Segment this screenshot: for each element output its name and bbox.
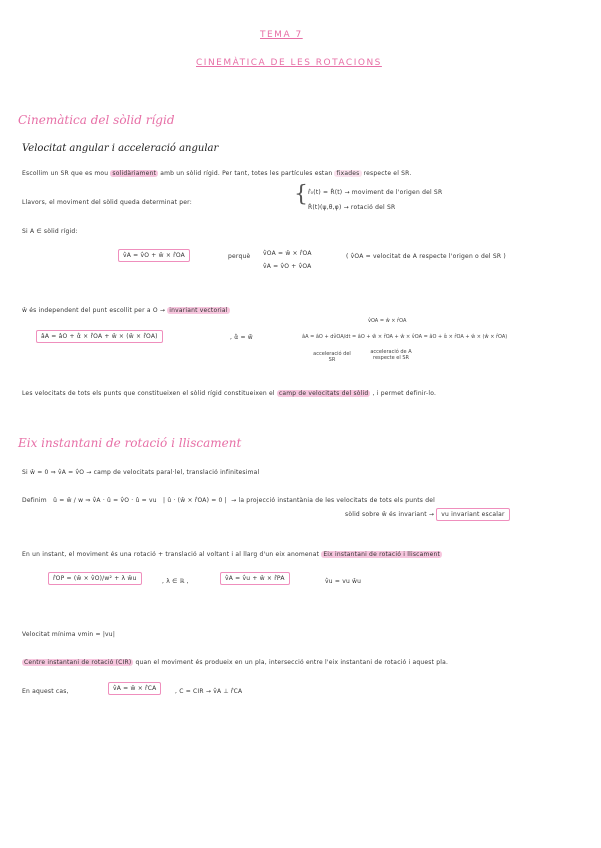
s2-line1: Si ŵ = 0 ⇒ v̂A = v̂O → camp de velocitats paral·lel, translació infinitesimal — [22, 469, 260, 476]
cir-line: Centre instantani de rotació (CIR) quan el moviment és produeix en un pla, intersecció entre l'eix instantani de rotació i aquest pla. — [24, 659, 449, 666]
highlight-eix-instantani: Eix instantani de rotació i lliscament — [323, 551, 441, 558]
cir-relation: , C = CIR → v̂A ⊥ r̂CA — [175, 688, 243, 695]
page-title: CINEMÀTICA DE LES ROTACIONS — [196, 58, 382, 68]
vu-def: v̂u = vu ŵu — [325, 578, 362, 585]
line3: Si A ∈ sòlid rígid: — [22, 228, 78, 235]
derivation-label-2: acceleració de A respecte el SR — [370, 349, 412, 361]
derivation-top: v̂OA = ŵ × r̂OA — [368, 318, 407, 324]
case-label: En aquest cas, — [22, 688, 69, 695]
derivation-main: âA = âO + dv̂OA/dt = âO + ŵ̇ × r̂OA + ŵ × v̂OA = âO + α̂ × r̂OA + ŵ × (ŵ × r̂OA) — [302, 334, 508, 340]
section2-heading: Eix instantani de rotació i lliscament — [18, 436, 242, 450]
vu-invariant-box: vu invariant escalar — [436, 508, 509, 521]
perque-eq-2: v̂A = v̂O + v̂OA — [263, 263, 312, 270]
equation-axis-box: r̂OP = (ŵ × v̂O)/w² + λ ŵu — [48, 572, 142, 585]
highlight-camp-velocitats: camp de velocitats del sòlid — [278, 390, 369, 397]
equation-velocity-box: v̂A = v̂O + ŵ × r̂OA — [118, 249, 190, 262]
highlight-solidariament: solidàriament — [112, 170, 157, 177]
vmin-line: Velocitat mínima vmin = |vu| — [22, 631, 116, 638]
vOA-note: ( v̂OA = velocitat de A respecte l'origen o del SR ) — [346, 253, 506, 260]
lambda-note: , λ ∈ ℝ , — [162, 578, 189, 585]
highlight-fixades: fixades — [336, 170, 360, 177]
s2-line2: Definim û = ŵ / w ⇒ v̂A · û = v̂O · û = vu | û · (ŵ × r̂OA) = 0 | → la projecció instantània de les velocitats de tots els punts del — [22, 497, 435, 504]
tema-label: TEMA 7 — [260, 30, 303, 40]
s2-line2b: sòlid sobre ŵ és invariant → vu invariant escalar — [345, 511, 510, 518]
s2-line3: En un instant, el moviment és una rotació + translació al voltant i al llarg d'un eix anomenat Eix instantani de rotació i lliscament — [22, 551, 441, 558]
equation-acceleration-box: âA = âO + α̂ × r̂OA + ŵ × (ŵ × r̂OA) — [36, 330, 163, 343]
line2: Llavors, el moviment del sòlid queda determinat per: — [22, 199, 192, 206]
brace-symbol: { — [294, 182, 308, 207]
section1-subheading: Velocitat angular i acceleració angular — [22, 143, 219, 154]
section1-heading: Cinemàtica del sòlid rígid — [18, 113, 175, 127]
brace-item-2: R̂(t)(ψ,θ,φ) → rotació del SR — [308, 204, 396, 211]
w-invariant-line: ŵ és independent del punt escollit per a O → invariant vectorial — [22, 307, 228, 314]
line1: Escollim un SR que es mou solidàriament amb un sòlid rígid. Per tant, totes les partícules estan fixades respecte el SR. — [22, 170, 412, 177]
alpha-definition: , α̂ = ŵ̇ — [230, 334, 253, 341]
highlight-invariant-vectorial: invariant vectorial — [169, 307, 228, 314]
highlight-cir: Centre instantani de rotació (CIR) — [24, 659, 132, 666]
perque-eq-1: v̂OA = ŵ × r̂OA — [263, 250, 312, 257]
brace-item-1: r̂₀(t) = R̂(t) → moviment de l'origen del SR — [308, 189, 443, 196]
equation-vA-box: v̂A = v̂u + ŵ × r̂PA — [220, 572, 290, 585]
perque-label: perquè — [228, 253, 251, 260]
derivation-label-1: acceleració del SR — [313, 351, 351, 363]
velocity-field-line: Les velocitats de tots els punts que constitueixen el sòlid rígid constitueixen el camp de velocitats del sòlid , i permet definir-lo. — [22, 390, 437, 397]
equation-cir-box: v̂A = ŵ × r̂CA — [108, 682, 161, 695]
